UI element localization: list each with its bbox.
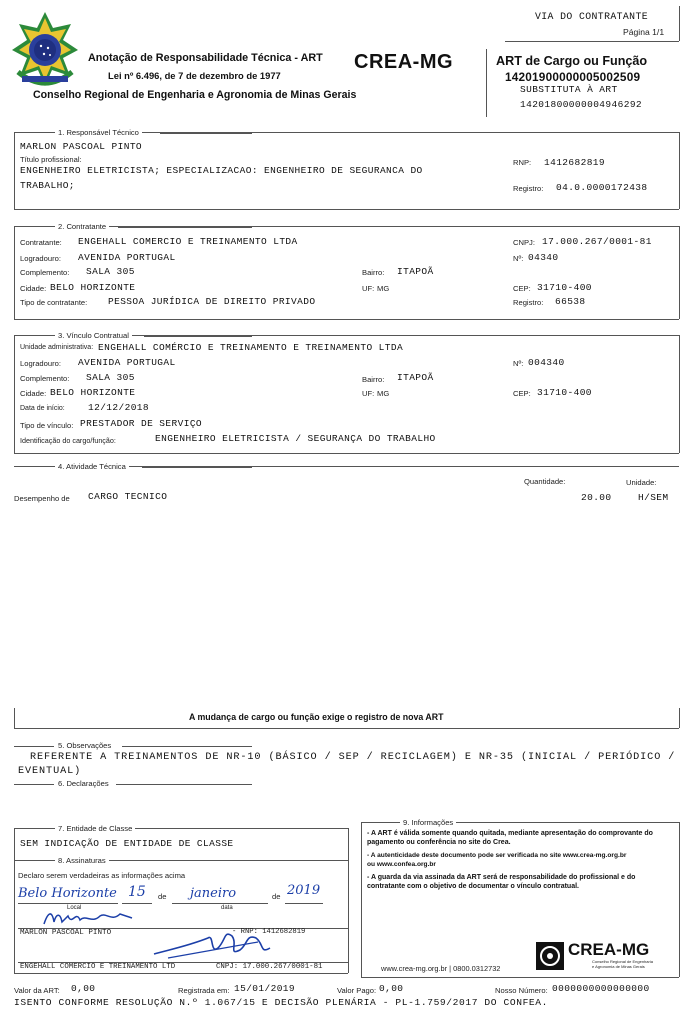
signature1-name: MARLON PASCOAL PINTO [20,929,112,937]
crea-seal-icon [536,942,564,970]
vinculo-logradouro-value: AVENIDA PORTUGAL [78,357,176,368]
brazil-coat-of-arms-icon [8,10,82,90]
vinculo-tipo-label: Tipo de vínculo: [20,421,74,430]
year-underline [285,903,323,904]
header-top-rule-cap [679,6,680,41]
section7-bottom-rule [14,973,348,974]
crea-logo-text: CREA-MG [568,940,650,959]
section4-bottom-rule [14,728,679,729]
valor-art-label: Valor da ART: [14,986,60,995]
section4-title: 4. Atividade Técnica [55,462,129,471]
technician-signature-icon [40,906,140,930]
section3-bottom-rule [14,453,679,454]
info-item-2: - A autenticidade deste documento pode ser verificada no site www.crea-mg.org.br ou www.confea.org.br [367,852,627,868]
section4-left-rule [14,708,15,728]
contractor-signature-icon [148,924,278,964]
entidade-classe-value: SEM INDICAÇÃO DE ENTIDADE DE CLASSE [20,838,234,849]
vinculo-logradouro-label: Logradouro: [20,359,61,368]
info-item-3: - A guarda da via assinada da ART será de responsabilidade do profissional e do contratante com o objetivo de documentar o vínculo contratual. [367,874,636,890]
council-name: Conselho Regional de Engenharia e Agronomia de Minas Gerais [33,89,357,101]
inicio-value: 12/12/2018 [88,402,150,413]
logradouro-value: AVENIDA PORTUGAL [78,252,176,263]
section3-title-rule [144,336,252,337]
art-number: 14201900000005002509 [505,70,641,84]
section7-left-rule [14,828,15,973]
section9-right-rule [679,822,680,977]
month-underline [172,903,268,904]
year-handwritten: 2019 [287,883,321,898]
section1-left-rule [14,132,15,209]
day-underline [122,903,152,904]
unidade-value: H/SEM [638,492,669,503]
cargo-label: Identificação do cargo/função: [20,436,116,445]
date-de-1: de [158,892,167,901]
numero-value: 04340 [528,252,559,263]
signature2-cnpj: CNPJ: 17.000.267/0001-81 [216,963,323,971]
local-underline [18,903,118,904]
rnp-value: 1412682819 [544,157,606,168]
declaro-text: Declaro serem verdadeiras as informações acima [18,871,186,880]
section5-rule-left [14,746,54,747]
section5-rule-right [122,746,252,747]
section2-title-rule [118,227,252,228]
signature2-name: ENGEHALL COMERCIO E TREINAMENTO LTD [20,963,176,971]
registro-label: Registro: [513,184,544,193]
observacoes-line1: REFERENTE A TREINAMENTOS DE NR-10 (BÁSICO / SEP / RECICLAGEM) E NR-35 (INICIAL / PERIÓDICO / [30,752,676,763]
signature1-rnp: - RNP: 1412682819 [232,928,306,936]
complemento-value: SALA 305 [86,266,135,277]
numero-label: Nº: [513,254,524,263]
nosso-numero-label: Nosso Número: [495,986,548,995]
section6-rule-left [14,784,54,785]
rnp-label: RNP: [513,158,532,167]
header-divider [486,49,487,117]
inicio-label: Data de início: [20,405,65,412]
quantidade-value: 20.00 [581,492,612,503]
registro-contratante-label: Registro: [513,298,544,307]
vinculo-bairro-value: ITAPOÃ [397,372,434,383]
section9-bottom-rule [361,977,679,978]
logradouro-label: Logradouro: [20,254,61,263]
vinculo-cep-value: 31710-400 [537,387,592,398]
vinculo-uf-label: UF: [362,389,375,398]
cep-value: 31710-400 [537,282,592,293]
cargo-value: ENGENHEIRO ELETRICISTA / SEGURANÇA DO TRABALHO [155,433,436,444]
section8-title: 8. Assinaturas [55,856,109,865]
date-de-2: de [272,892,281,901]
contratante-label: Contratante: [20,238,62,247]
crea-mg-brand: CREA-MG [354,51,454,73]
data-label: data [221,905,233,911]
observacoes-line2: EVENTUAL) [18,766,82,777]
vinculo-cidade-label: Cidade: [20,389,47,398]
complemento-label: Complemento: [20,268,70,277]
unidade-col-label: Unidade: [626,478,657,487]
cnpj-label: CNPJ: [513,238,535,247]
valor-pago-label: Valor Pago: [337,986,377,995]
cidade-label: Cidade: [20,284,47,293]
technician-name: MARLON PASCOAL PINTO [20,141,143,152]
crea-logo-sub2: e Agronomia de Minas Gerais [592,964,645,969]
vinculo-uf-value: MG [377,389,390,398]
cep-label: CEP: [513,284,531,293]
section1-title: 1. Responsável Técnico [55,128,142,137]
vinculo-tipo-value: PRESTADOR DE SERVIÇO [80,418,203,429]
professional-title-line1: ENGENHEIRO ELETRICISTA; ESPECIALIZACAO: ENGENHEIRO DE SEGURANCA DO [20,165,423,176]
vinculo-complemento-label: Complemento: [20,374,70,383]
vinculo-numero-label: Nº: [513,359,524,368]
tipo-contratante-value: PESSOA JURÍDICA DE DIREITO PRIVADO [108,296,316,307]
desempenho-label: Desempenho de [14,494,70,503]
section2-left-rule [14,226,15,319]
section3-left-rule [14,335,15,453]
vinculo-numero-value: 004340 [528,357,565,368]
cidade-value: BELO HORIZONTE [50,282,136,293]
professional-title-label: Título profissional: [20,155,82,164]
vinculo-cep-label: CEP: [513,389,531,398]
valor-art-value: 0,00 [71,983,96,994]
tipo-contratante-label: Tipo de contratante: [20,298,88,307]
section6-rule-right [116,784,252,785]
registrada-label: Registrada em: [178,986,230,995]
vinculo-complemento-value: SALA 305 [86,372,135,383]
cargo-change-note: A mudança de cargo ou função exige o registro de nova ART [189,712,444,722]
page-number: Página 1/1 [623,27,665,37]
law-reference: Lei nº 6.496, de 7 de dezembro de 1977 [108,70,281,81]
section4-right-rule [679,708,680,728]
section2-title: 2. Contratante [55,222,109,231]
section3-right-rule [679,335,680,453]
section6-title: 6. Declarações [58,779,109,788]
section2-bottom-rule [14,319,679,320]
section5-title: 5. Observações [58,741,112,750]
section7-right-rule [348,828,349,973]
quantidade-label: Quantidade: [524,477,566,486]
crea-logo-footer [536,942,676,972]
crea-website: www.crea-mg.org.br | 0800.0312732 [381,964,501,973]
local-handwritten: Belo Horizonte [18,886,117,901]
replaces-label: SUBSTITUTA À ART [520,84,618,95]
section9-left-rule [361,822,362,977]
unidade-label: Unidade administrativa: [20,344,94,351]
registro-value: 04.0.0000172438 [556,182,648,193]
info-item-1: - A ART é válida somente quando quitada, mediante apresentação do comprovante do pagamento ou conferência no site do Crea. [367,830,653,846]
crea-logo-sub1: Conselho Regional de Engenharia [592,959,653,964]
art-title: Anotação de Responsabilidade Técnica - ART [88,52,323,64]
via-label: VIA DO CONTRATANTE [535,11,649,22]
desempenho-value: CARGO TECNICO [88,491,168,502]
uf-label: UF: [362,284,375,293]
valor-pago-value: 0,00 [379,983,404,994]
section2-top-rule [14,226,679,227]
month-handwritten: janeiro [190,886,237,901]
art-type: ART de Cargo ou Função [496,54,648,68]
contratante-value: ENGEHALL COMERCIO E TREINAMENTO LTDA [78,236,298,247]
section1-right-rule [679,132,680,209]
header [0,0,699,125]
section1-title-rule [160,133,252,134]
section9-title: 9. Informações [400,818,456,827]
bairro-label: Bairro: [362,268,385,277]
registrada-value: 15/01/2019 [234,983,296,994]
section2-right-rule [679,226,680,319]
vinculo-bairro-label: Bairro: [362,375,385,384]
section1-bottom-rule [14,209,679,210]
professional-title-line2: TRABALHO; [20,180,75,191]
uf-value: MG [377,284,390,293]
bairro-value: ITAPOÃ [397,266,434,277]
section3-title: 3. Vínculo Contratual [55,331,132,340]
local-label: Local [67,905,82,911]
section7-title: 7. Entidade de Classe [55,824,135,833]
replaces-number: 14201800000004946292 [520,99,643,110]
cnpj-value: 17.000.267/0001-81 [542,236,652,247]
vinculo-cidade-value: BELO HORIZONTE [50,387,136,398]
section4-title-rule [142,467,252,468]
day-handwritten: 15 [128,884,146,900]
header-top-rule [505,41,679,42]
registro-contratante-value: 66538 [555,296,586,307]
isento-note: ISENTO CONFORME RESOLUÇÃO N.º 1.067/15 E DECISÃO PLENÁRIA - PL-1.759/2017 DO CONFEA. [14,997,549,1008]
nosso-numero-value: 0000000000000000 [552,983,650,994]
unidade-value: ENGEHALL COMÉRCIO E TREINAMENTO E TREINAMENTO LTDA [98,342,404,353]
